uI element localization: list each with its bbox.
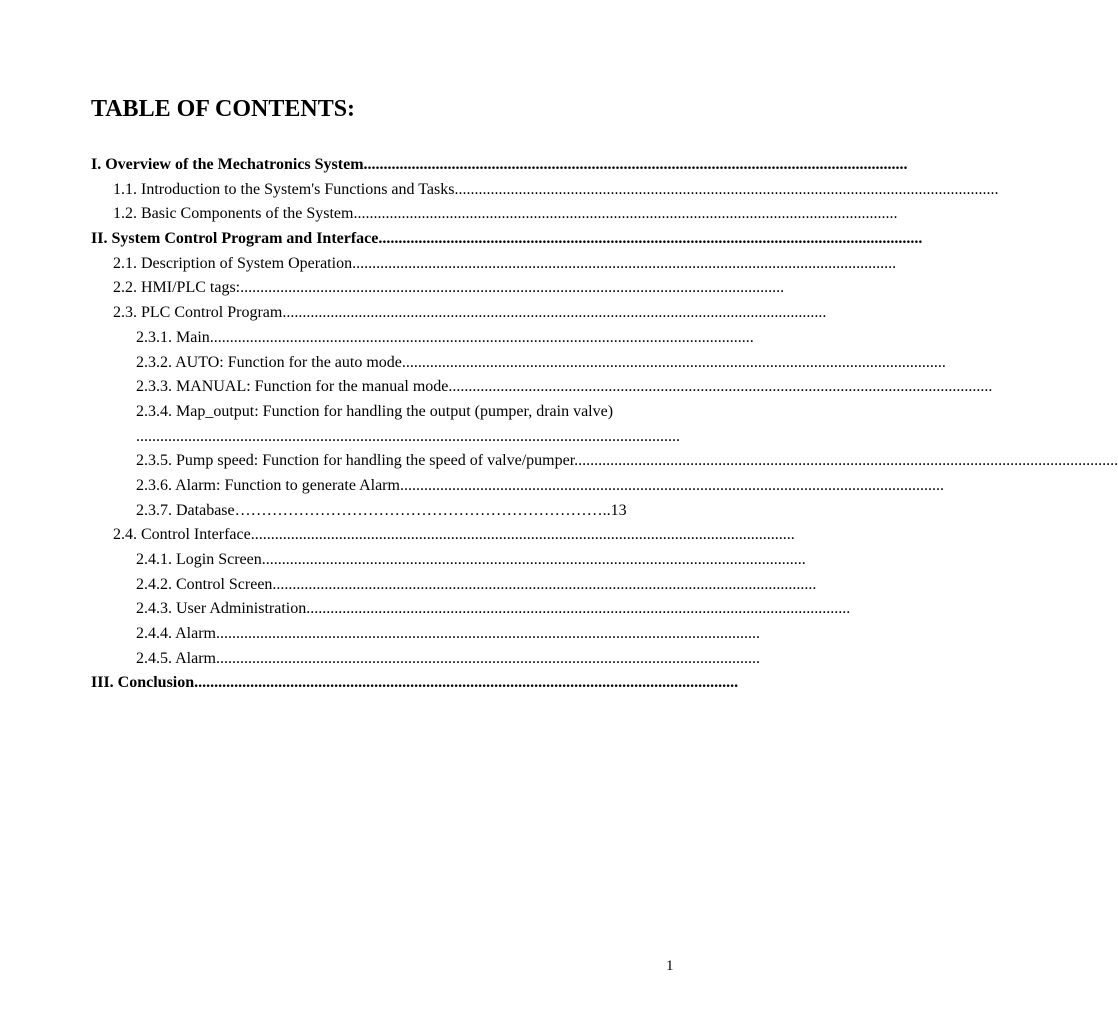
dot-leader: ........................................................................................................................................ <box>454 180 999 198</box>
toc-entry-label: 2.4.5. Alarm <box>136 649 216 667</box>
toc-entry-label: 2.3.4. Map_output: Function for handling the output (pumper, drain valve) <box>136 402 614 420</box>
toc-entry-label: 2.4.1. Login Screen <box>136 551 262 569</box>
toc-entry[interactable] <box>0 178 999 203</box>
toc-entry[interactable] <box>0 326 768 351</box>
toc-entry[interactable] <box>0 276 785 301</box>
toc-entry-label: 2.4.3. User Administration <box>136 600 307 618</box>
toc-entry[interactable] <box>0 671 768 696</box>
dot-leader: ........................................................................................................................................ <box>240 279 785 297</box>
toc-entry-label: I. Overview of the Mechatronics System <box>91 156 364 173</box>
toc-entry-label: 1.1. Introduction to the System's Functions and Tasks <box>113 180 455 198</box>
dot-leader: ........................................................................................................................................ <box>353 205 898 223</box>
toc-entry[interactable] <box>0 573 817 598</box>
dot-leader: ........................................................................................................................................ <box>363 156 908 173</box>
dot-leader: ........................................................................................................................................ <box>352 254 897 272</box>
dot-leader: ........................................................................................................................................ <box>448 378 993 396</box>
toc-entry[interactable] <box>0 202 898 227</box>
page-number: 1 <box>666 958 674 974</box>
dot-leader: ........................................................................................................................................ <box>574 452 1118 470</box>
dot-leader: ........................................................................................................................................ <box>282 304 827 322</box>
dot-leader: ........................................................................................................................................ <box>261 551 806 569</box>
dot-leader: …………………………………………………………….. <box>234 501 611 519</box>
toc-entry[interactable] <box>0 449 1118 474</box>
dot-leader: ........................................................................................................................................ <box>194 674 739 692</box>
dot-leader: ........................................................................................................................................ <box>306 600 851 618</box>
page-title: TABLE OF CONTENTS: <box>91 96 356 122</box>
toc-entry-label: 2.3.7. Database <box>136 501 235 519</box>
dot-leader: ........................................................................................................................................ <box>399 476 944 494</box>
dot-leader: ........................................................................................................................................ <box>272 575 817 593</box>
toc-entry[interactable] <box>0 647 768 672</box>
toc-entry-label: 2.4.2. Control Screen <box>136 575 273 593</box>
dot-leader: ........................................................................................................................................ <box>216 649 760 667</box>
toc-list <box>0 153 1118 696</box>
dot-leader: ........................................................................................................................................ <box>216 625 760 643</box>
dot-leader: ........................................................................................................................................ <box>401 353 946 371</box>
dot-leader: ........................................................................................................................................ <box>209 328 754 346</box>
toc-entry-label: III. Conclusion <box>91 674 195 692</box>
toc-entry[interactable] <box>0 153 908 178</box>
toc-entry-label: 1.2. Basic Components of the System <box>113 205 354 223</box>
toc-entry[interactable] <box>0 597 851 622</box>
toc-entry-label: 2.3.6. Alarm: Function to generate Alarm <box>136 476 400 494</box>
toc-entry[interactable] <box>0 400 768 449</box>
toc-entry[interactable] <box>0 499 768 524</box>
toc-entry-label: 2.2. HMI/PLC tags: <box>113 279 241 297</box>
toc-entry-label: 2.3.1. Main <box>136 328 210 346</box>
toc-entry-label: 2.4.4. Alarm <box>136 625 216 643</box>
toc-entry-page: 13 <box>610 501 627 519</box>
toc-entry-label: 2.3.3. MANUAL: Function for the manual mode <box>136 378 449 396</box>
toc-entry[interactable] <box>0 301 827 326</box>
toc-entry[interactable] <box>0 622 768 647</box>
toc-entry-label: 2.3. PLC Control Program <box>113 304 283 322</box>
toc-entry-label: 2.3.5. Pump speed: Function for handling the speed of valve/pumper <box>136 452 575 470</box>
toc-entry[interactable] <box>0 523 795 548</box>
toc-entry[interactable] <box>0 474 944 499</box>
toc-entry[interactable] <box>0 375 993 400</box>
toc-entry[interactable] <box>0 351 946 376</box>
dot-leader: ........................................................................................................................................ <box>378 230 923 248</box>
toc-entry-label: II. System Control Program and Interface <box>91 230 379 248</box>
toc-entry[interactable] <box>0 548 806 573</box>
dot-leader: ........................................................................................................................................ <box>250 526 795 544</box>
toc-entry-label: 2.1. Description of System Operation <box>113 254 353 272</box>
toc-entry-label: 2.4. Control Interface <box>113 526 251 544</box>
toc-entry[interactable] <box>0 227 923 252</box>
toc-entry-label: 2.3.2. AUTO: Function for the auto mode <box>136 353 402 371</box>
toc-entry[interactable] <box>0 252 897 277</box>
dot-leader: ........................................................................................................................................ <box>136 427 680 445</box>
